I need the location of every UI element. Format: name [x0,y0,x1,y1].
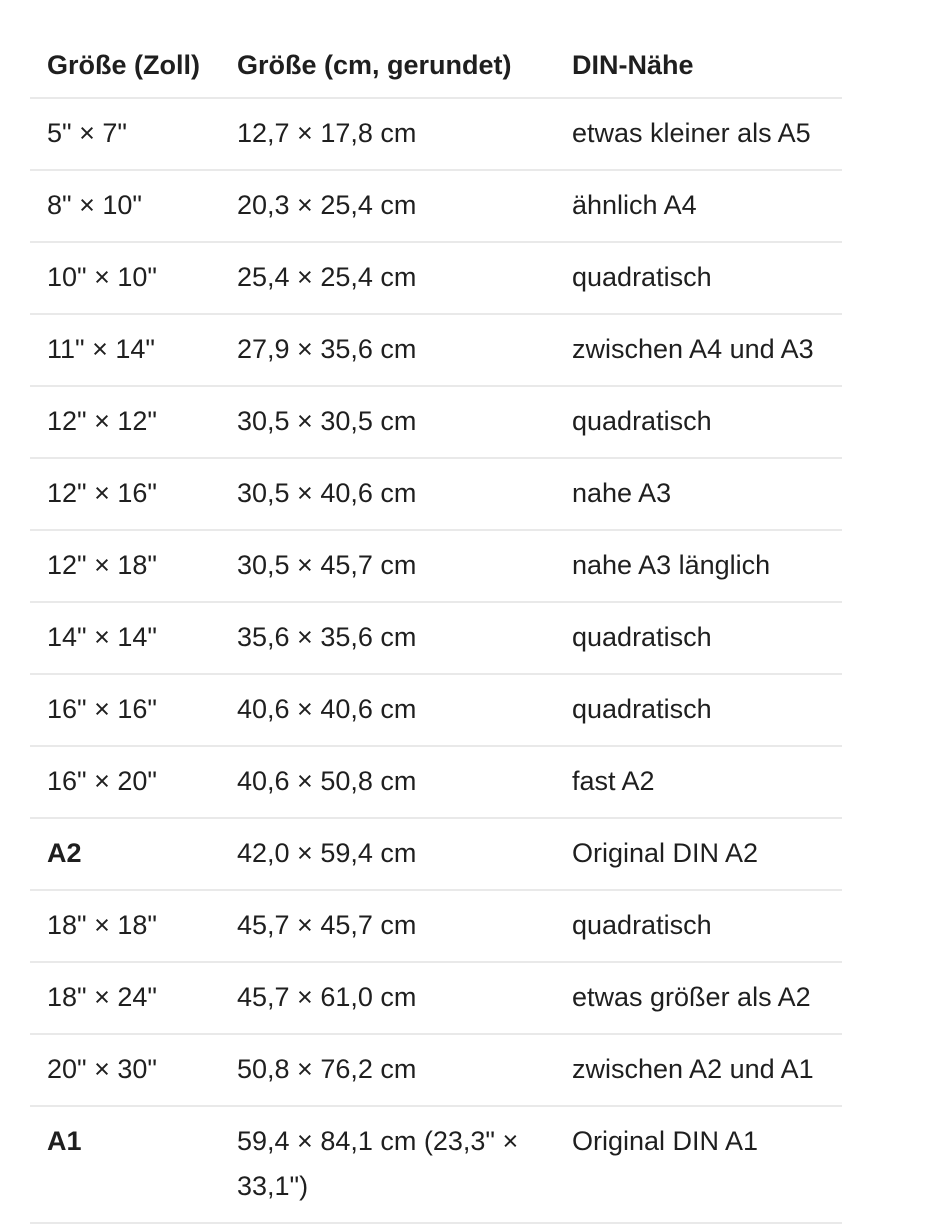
cell-size-cm: 59,4 × 84,1 cm (23,3" × 33,1") [220,1106,555,1223]
cell-size-cm: 45,7 × 45,7 cm [220,890,555,962]
cell-size-inches: 18" × 18" [30,890,220,962]
table-row [30,746,842,818]
cell-size-inches: 10" × 10" [30,242,220,314]
cell-din-comparison: ähnlich A4 [555,170,842,242]
cell-size-cm: 20,3 × 25,4 cm [220,170,555,242]
cell-size-inches: 12" × 12" [30,386,220,458]
cell-din-comparison: quadratisch [555,674,842,746]
cell-size-cm: 27,9 × 35,6 cm [220,314,555,386]
cell-size-cm: 30,5 × 45,7 cm [220,530,555,602]
table-row [30,170,842,242]
cell-din-comparison: nahe A3 länglich [555,530,842,602]
cell-size-inches: 11" × 14" [30,314,220,386]
table-header-row [30,0,842,98]
cell-size-inches: 12" × 16" [30,458,220,530]
cell-size-inches: 16" × 20" [30,746,220,818]
cell-size-inches: 8" × 10" [30,170,220,242]
cell-size-cm: 30,5 × 40,6 cm [220,458,555,530]
column-header-din-proximity: DIN-Nähe [555,0,842,98]
cell-din-comparison: zwischen A2 und A1 [555,1034,842,1106]
cell-size-cm: 25,4 × 25,4 cm [220,242,555,314]
cell-size-inches: A2 [30,818,220,890]
table-row [30,314,842,386]
column-header-size-inches: Größe (Zoll) [30,0,220,98]
cell-size-cm: 50,8 × 76,2 cm [220,1034,555,1106]
table-row [30,602,842,674]
cell-size-cm: 45,7 × 61,0 cm [220,962,555,1034]
table-row [30,242,842,314]
cell-size-cm: 42,0 × 59,4 cm [220,818,555,890]
cell-din-comparison: nahe A3 [555,458,842,530]
cell-size-inches: 12" × 18" [30,530,220,602]
cell-size-cm: 12,7 × 17,8 cm [220,98,555,170]
table-row [30,962,842,1034]
table-row [30,818,842,890]
cell-din-comparison: fast A2 [555,746,842,818]
table-row [30,98,842,170]
table-row [30,890,842,962]
cell-size-cm: 40,6 × 50,8 cm [220,746,555,818]
cell-size-inches: 5" × 7" [30,98,220,170]
table-row [30,458,842,530]
cell-din-comparison: etwas kleiner als A5 [555,98,842,170]
cell-size-cm: 40,6 × 40,6 cm [220,674,555,746]
table-row [30,1106,842,1223]
table-body [30,98,842,1223]
cell-size-inches: 14" × 14" [30,602,220,674]
cell-size-inches: 16" × 16" [30,674,220,746]
cell-size-inches: 20" × 30" [30,1034,220,1106]
table-row [30,386,842,458]
cell-din-comparison: quadratisch [555,242,842,314]
print-size-table [30,0,842,1224]
cell-din-comparison: zwischen A4 und A3 [555,314,842,386]
table-row [30,530,842,602]
cell-size-cm: 35,6 × 35,6 cm [220,602,555,674]
cell-size-cm: 30,5 × 30,5 cm [220,386,555,458]
cell-din-comparison: quadratisch [555,386,842,458]
table-row [30,1034,842,1106]
cell-din-comparison: quadratisch [555,890,842,962]
cell-din-comparison: quadratisch [555,602,842,674]
cell-size-inches: A1 [30,1106,220,1223]
cell-size-inches: 18" × 24" [30,962,220,1034]
cell-din-comparison: Original DIN A1 [555,1106,842,1223]
table-row [30,674,842,746]
cell-din-comparison: Original DIN A2 [555,818,842,890]
column-header-size-cm: Größe (cm, gerundet) [220,0,555,98]
cell-din-comparison: etwas größer als A2 [555,962,842,1034]
